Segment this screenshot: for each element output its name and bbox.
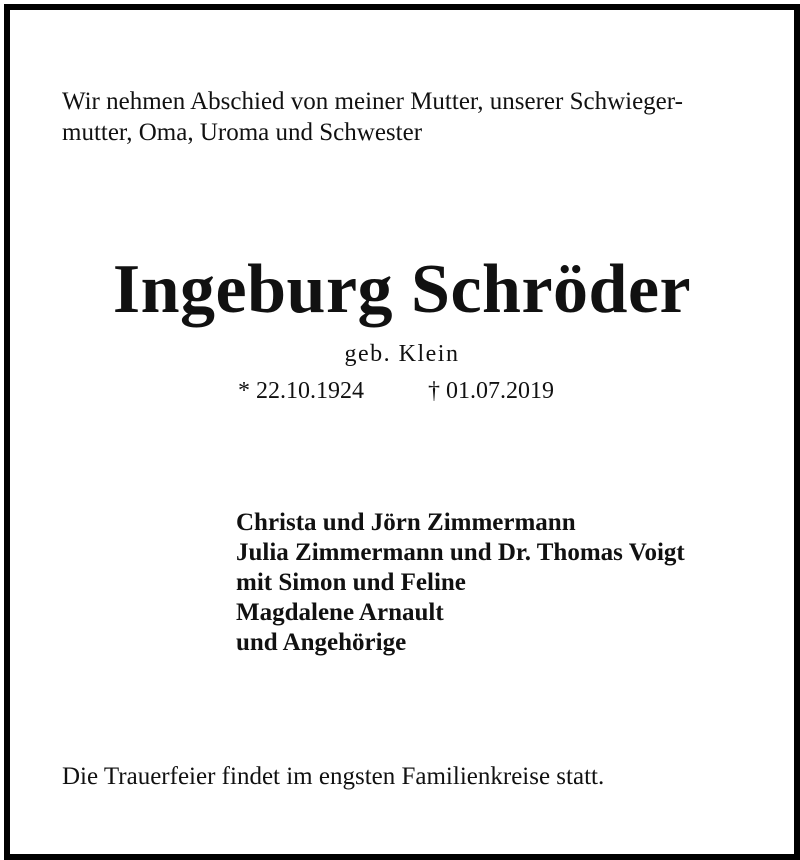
mourner-line: und Angehörige <box>236 629 407 656</box>
mourner-line: Julia Zimmermann und Dr. Thomas Voigt <box>236 539 685 566</box>
deceased-name: Ingeburg Schröder <box>112 251 692 328</box>
funeral-note: Die Trauerfeier findet im engsten Familienkreise statt. <box>62 763 605 790</box>
obituary-notice <box>4 4 800 860</box>
mourner-line: Christa und Jörn Zimmermann <box>236 509 576 536</box>
mourners-list <box>236 508 685 658</box>
intro-line: Wir nehmen Abschied von meiner Mutter, unserer Schwieger- <box>62 88 683 115</box>
birth-date: * 22.10.1924 <box>238 378 364 404</box>
death-date: † 01.07.2019 <box>428 378 554 404</box>
maiden-name: geb. Klein <box>344 341 460 367</box>
intro-line: mutter, Oma, Uroma und Schwester <box>62 119 423 146</box>
mourner-line: Magdalene Arnault <box>236 599 444 626</box>
mourner-line: mit Simon und Feline <box>236 569 466 596</box>
intro-text <box>62 86 762 148</box>
